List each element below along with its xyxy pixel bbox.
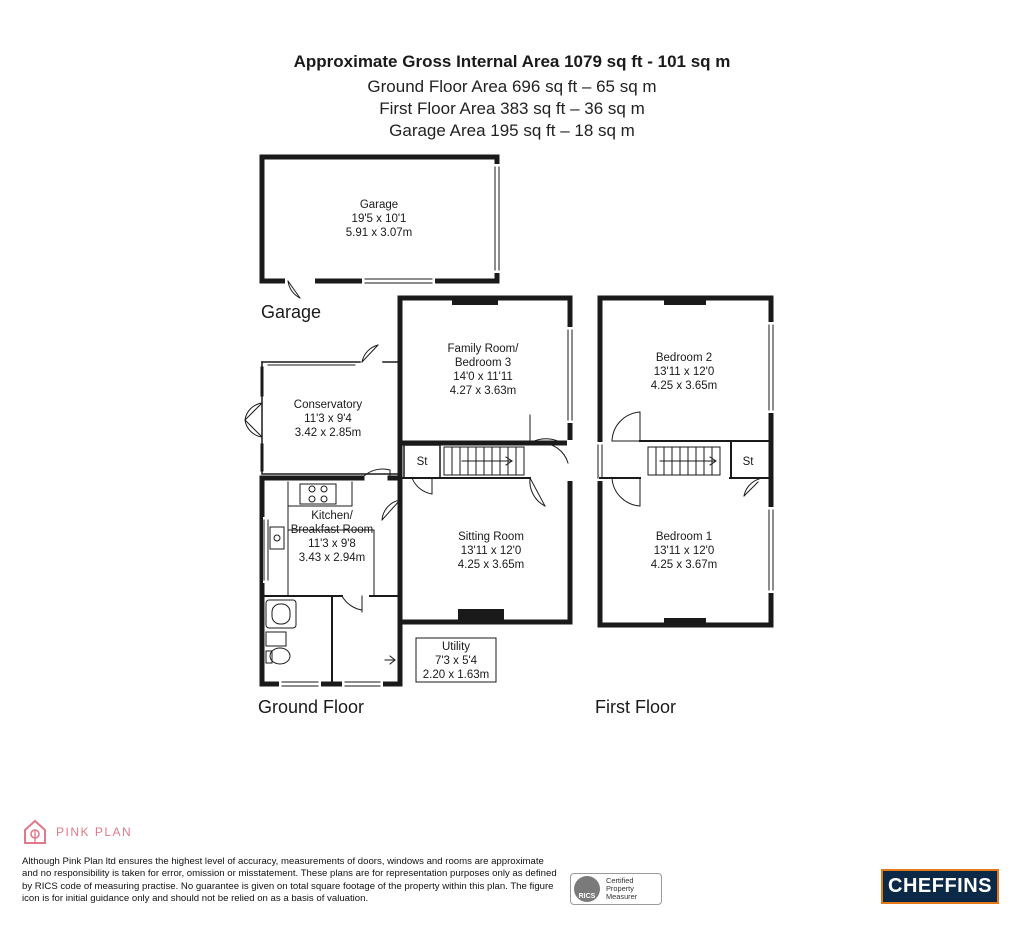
kitchen-name: Kitchen/ [311,510,353,522]
conservatory-name: Conservatory [293,399,363,411]
rics-text-line-2: Property [606,884,634,893]
first-floor-label: First Floor [595,697,676,717]
garage-floor-label: Garage [261,302,322,322]
rics-certified-badge [570,873,662,905]
family-room-imperial: 14'0 x 11'11 [453,371,513,383]
conservatory-imperial: 11'3 x 9'4 [304,413,352,425]
pink-plan-brand: PINK PLAN [56,825,133,839]
ground-floor-area: Ground Floor Area 696 sq ft – 65 sq m [367,77,657,96]
garage-area: Garage Area 195 sq ft – 18 sq m [389,121,635,140]
rics-text-line-1: Certified [606,876,634,885]
cheffins-logo: CHEFFINS [881,869,999,904]
ground-floor-label: Ground Floor [258,697,365,717]
kitchen-imperial: 11'3 x 9'8 [308,538,356,550]
pink-plan-logo [22,818,132,846]
garage-imperial: 19'5 x 10'1 [351,213,407,225]
family-room-metric: 4.27 x 3.63m [449,385,517,397]
gross-area-title: Approximate Gross Internal Area 1079 sq ft - 101 sq m [293,52,731,71]
bedroom-1-imperial: 13'11 x 12'0 [653,545,715,557]
rics-badge-icon: RICS [574,876,600,902]
bedroom-2-metric: 4.25 x 3.65m [650,380,718,392]
sitting-room-name: Sitting Room [458,531,524,543]
ground-floor-walls [245,298,572,686]
disclaimer-text: Although Pink Plan ltd ensures the highest level of accuracy, measurements of doors, windows and rooms are approximate and no responsibility is taken for error, omission or misstatement. These plans are for representation purposes only as defined by RICS code of measuring practise. No guarantee is given on total square footage of the property within this plan. The figure icon is for initial guidance only and should not be relied on as a basis of valuation. [22,856,557,905]
bedroom-1-metric: 4.25 x 3.67m [650,559,718,571]
house-icon [22,818,48,846]
garage-name: Garage [359,199,399,211]
utility-imperial: 7'3 x 5'4 [434,655,478,667]
kitchen-metric: 3.43 x 2.94m [298,552,366,564]
family-room-name: Family Room/ [447,343,519,355]
sitting-room-metric: 4.25 x 3.65m [457,559,525,571]
rics-text-line-3: Measurer [606,892,638,901]
bedroom-2-imperial: 13'11 x 12'0 [653,366,715,378]
kitchen-name-2: Breakfast Room [290,524,374,536]
first-floor-area: First Floor Area 383 sq ft – 36 sq m [379,99,645,118]
bedroom-2-name: Bedroom 2 [655,352,713,364]
bedroom-1-name: Bedroom 1 [655,531,713,543]
rics-text [606,877,637,901]
conservatory-metric: 3.42 x 2.85m [294,427,362,439]
sitting-room-imperial: 13'11 x 12'0 [460,545,522,557]
utility-metric: 2.20 x 1.63m [422,669,490,681]
garage-metric: 5.91 x 3.07m [345,227,413,239]
family-room-name-2: Bedroom 3 [454,357,512,369]
store-label-ground: St [416,456,428,468]
utility-name: Utility [441,641,471,653]
store-label-first: St [742,456,754,468]
